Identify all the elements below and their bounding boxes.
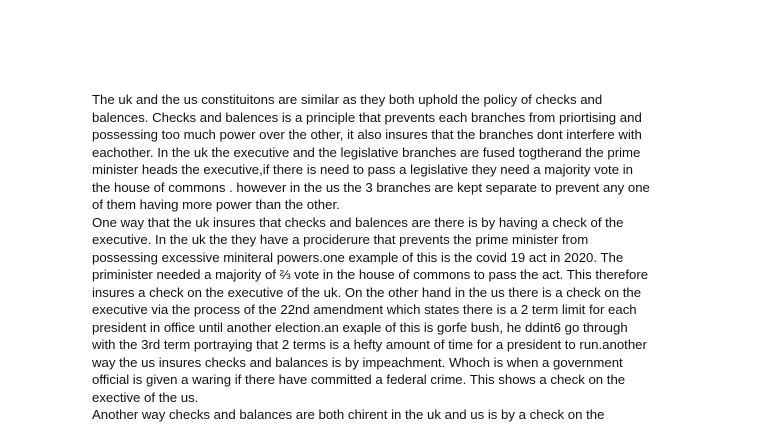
text-line: exective of the us. <box>92 389 199 405</box>
text-line: president in office until another election.an exaple of this is gorfe bush, he ddint6 go through <box>92 319 628 335</box>
text-line: executive. In the uk the they have a prociderure that prevents the prime minister from <box>92 232 589 247</box>
text-line: Another way checks and balances are both chirent in the uk and us is by a check on the <box>92 407 605 422</box>
text-line: insures a check on the executive of the uk. On the other hand in the us there is a check on the <box>92 284 642 300</box>
text-line: balences. Checks and balences is a principle that prevents each branches from priortising and <box>92 109 642 125</box>
essay-text <box>92 91 732 424</box>
text-line: One way that the uk insures that checks and balences are there is by having a check of the <box>92 214 624 230</box>
text-line: possessing too much power over the other, it also insures that the branches dont interfere with <box>92 127 642 142</box>
text-line: way the us insures checks and balances is by impeachment. Whoch is when a government <box>92 354 623 370</box>
text-line: priminister needed a majority of ⅔ vote in the house of commons to pass the act. This therefore <box>92 267 649 282</box>
text-line: the house of commons . however in the us the 3 branches are kept separate to prevent any one <box>92 179 650 195</box>
text-line: minister heads the executive,if there is need to pass a legislative they need a majority vote in <box>92 162 633 177</box>
text-line: official is given a waring if there have committed a federal crime. This shows a check on the <box>92 372 626 387</box>
text-line: executive via the process of the 22nd amendment which states there is a 2 term limit for each <box>92 302 637 317</box>
text-line: eachother. In the uk the executive and the legislative branches are fused togtherand the prime <box>92 144 641 160</box>
text-line: with the 3rd term portraying that 2 terms is a hefty amount of time for a president to run.another <box>92 337 647 352</box>
text-line: possessing excessive miniteral powers.one example of this is the covid 19 act in 2020. The <box>92 249 624 265</box>
text-line: of them having more power than the other. <box>92 197 340 212</box>
text-line: The uk and the us constituitons are similar as they both uphold the policy of checks and <box>92 92 603 107</box>
